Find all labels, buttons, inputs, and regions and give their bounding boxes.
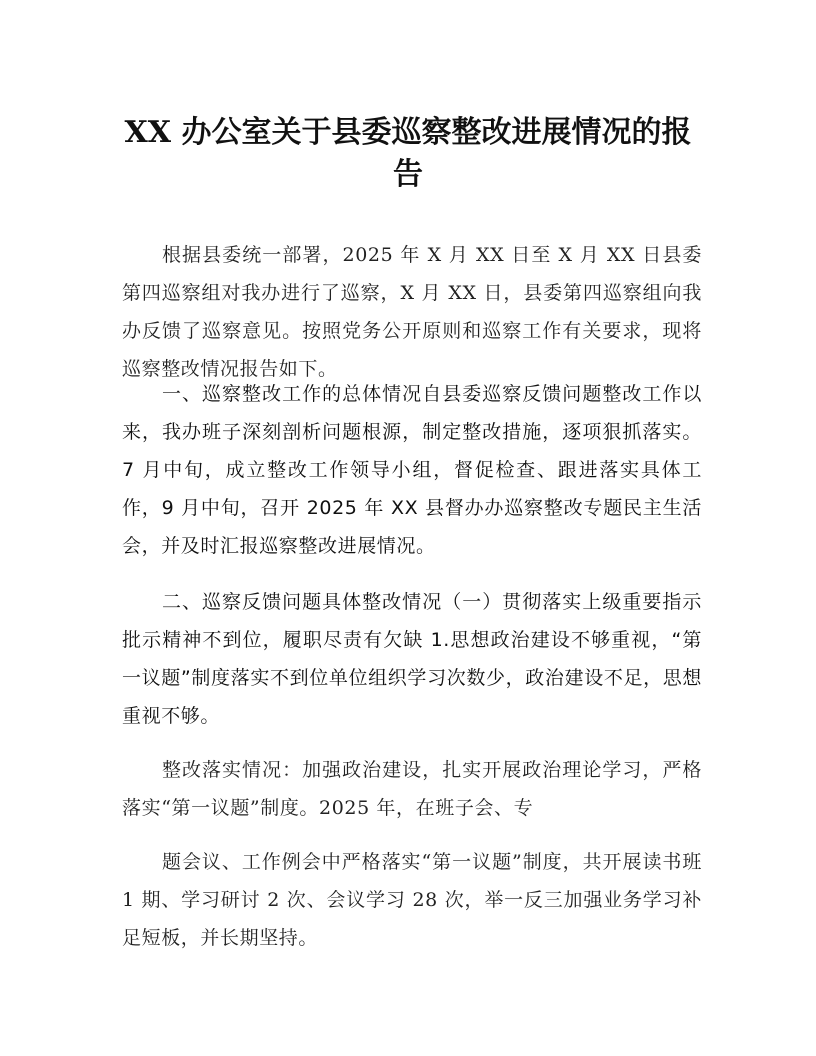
section-one-paragraph: 一、巡察整改工作的总体情况自县委巡察反馈问题整改工作以来，我办班子深刻剖析问题根源，制定整改措施，逐项狠抓落实。7 月中旬，成立整改工作领导小组，督促检查、跟进落实具体工作，9 月中旬，召开 2025 年 XX 县督办办巡察整改专题民主生活会，并及时汇报巡察整改进展情况。 xyxy=(122,383,702,557)
document-title: XX 办公室关于县委巡察整改进展情况的报告 xyxy=(124,115,692,192)
section-two-paragraph: 二、巡察反馈问题具体整改情况（一）贯彻落实上级重要指示批示精神不到位，履职尽责有欠缺 1.思想政治建设不够重视，“第一议题”制度落实不到位单位组织学习次数少，政治建设不足，思想重视不够。 xyxy=(122,591,702,727)
intro-paragraph: 根据县委统一部署，2025 年 X 月 XX 日至 X 月 XX 日县委第四巡察组对我办进行了巡察，X 月 XX 日，县委第四巡察组向我办反馈了巡察意见。按照党务公开原则和巡察工作有关要求，现将巡察整改情况报告如下。 xyxy=(122,244,702,380)
rectification-continued-paragraph: 题会议、工作例会中严格落实“第一议题”制度，共开展读书班 1 期、学习研讨 2 次、会议学习 28 次，举一反三加强业务学习补足短板，并长期坚持。 xyxy=(122,851,702,949)
rectification-status-paragraph: 整改落实情况：加强政治建设，扎实开展政治理论学习，严格落实“第一议题”制度。2025 年，在班子会、专 xyxy=(122,759,702,819)
